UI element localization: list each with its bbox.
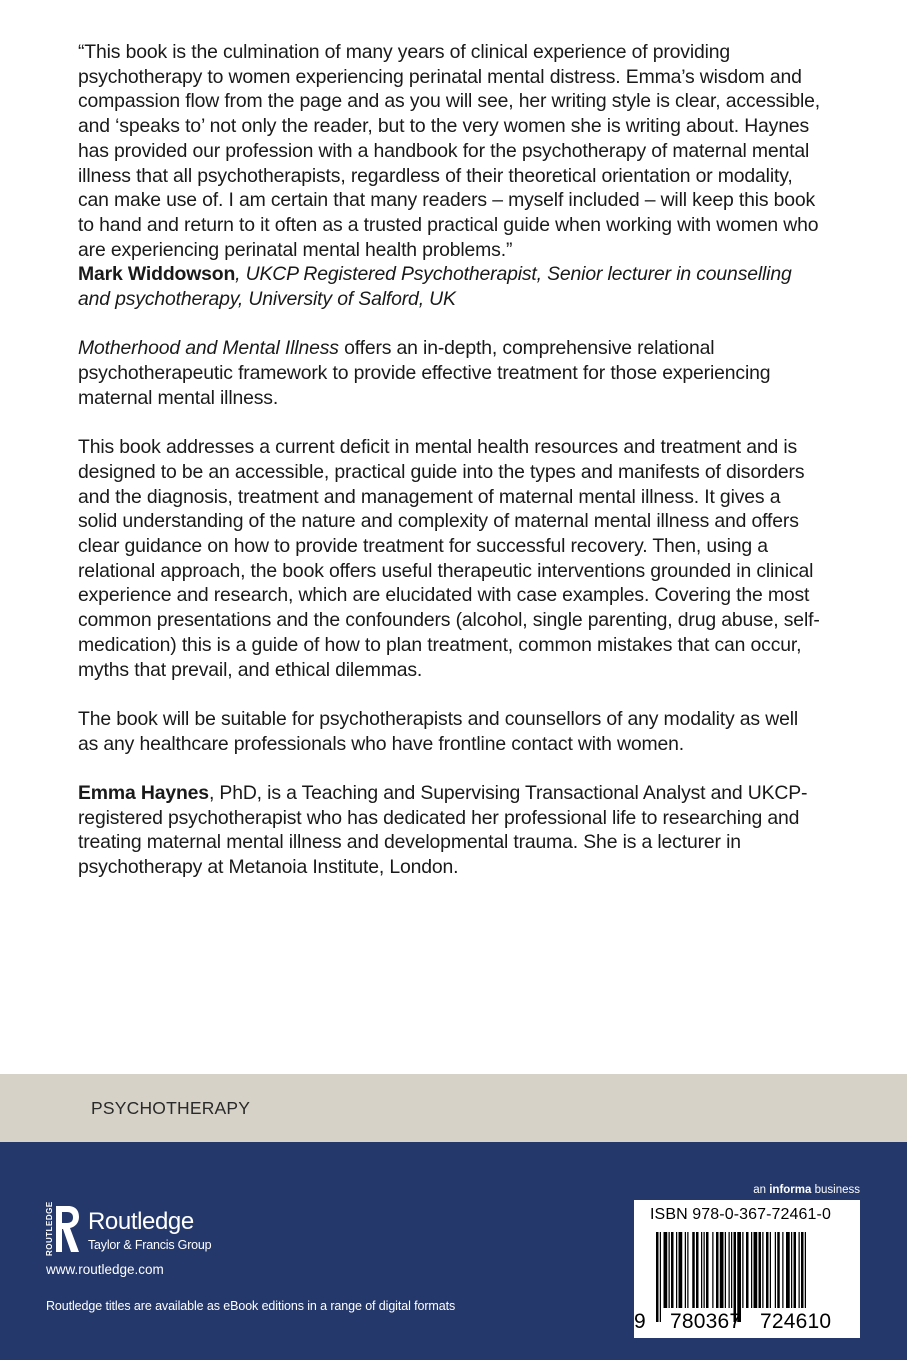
informa-suffix: business xyxy=(811,1184,860,1196)
barcode-digit-lead: 9 xyxy=(634,1310,646,1333)
barcode-bar xyxy=(731,1232,732,1308)
author-bio-text: , PhD, is a Teaching and Supervising Transactional Analyst and UKCP-registered psychotherapist who has dedicated her professional life to researching and treating maternal mental illness and developmental trauma. She is a lecturer in psychotherapy at Metanoia Institute, London. xyxy=(78,782,808,879)
barcode-bar xyxy=(716,1232,719,1308)
informa-tagline xyxy=(753,1184,860,1196)
logo-vertical-text: ROUTLEDGE xyxy=(45,1201,54,1256)
informa-brand: informa xyxy=(769,1184,812,1196)
barcode-bar xyxy=(669,1232,670,1308)
description-paragraph-3: The book will be suitable for psychotherapists and counsellors of any modality as well as any healthcare professionals who have frontline contact with women. xyxy=(78,707,799,755)
barcode-bar xyxy=(706,1232,709,1308)
barcode-bar xyxy=(754,1232,758,1308)
barcode-bar xyxy=(701,1232,702,1308)
endorser-name: Mark Widdowson xyxy=(78,263,236,286)
back-cover-text xyxy=(78,40,823,880)
barcode-bar xyxy=(734,1232,737,1322)
routledge-logo xyxy=(45,1201,236,1258)
author-bio xyxy=(78,781,823,880)
barcode-bar xyxy=(746,1232,749,1308)
subject-category: PSYCHOTHERAPY xyxy=(91,1098,251,1118)
barcode-bar xyxy=(712,1232,713,1308)
barcode-bar xyxy=(729,1232,730,1308)
barcode-bar xyxy=(742,1232,743,1308)
barcode-bar xyxy=(664,1232,668,1308)
description-intro-text: offers an in-depth, comprehensive relational psychotherapeutic framework to provide effective treatment for those experiencing maternal mental illness. xyxy=(78,337,771,409)
barcode-bar xyxy=(799,1232,800,1308)
barcode-bar xyxy=(720,1232,724,1308)
barcode-digits-right: 724610 xyxy=(760,1310,832,1333)
barcode-bar xyxy=(770,1232,771,1308)
barcode-bar xyxy=(782,1232,783,1308)
isbn-barcode-box xyxy=(634,1200,860,1338)
publisher-name: Routledge xyxy=(88,1208,194,1235)
barcode-bar xyxy=(687,1232,688,1308)
barcode-bar xyxy=(737,1232,741,1322)
routledge-r-logo-icon xyxy=(45,1201,80,1258)
barcode-bar xyxy=(704,1232,705,1308)
barcode-bar xyxy=(660,1232,661,1322)
publisher-footer xyxy=(0,1142,907,1360)
book-title: Motherhood and Mental Illness xyxy=(78,337,339,360)
informa-prefix: an xyxy=(753,1184,770,1196)
barcode-bar xyxy=(791,1232,792,1308)
barcode-bar xyxy=(751,1232,752,1308)
barcode-bar xyxy=(801,1232,804,1308)
barcode-bar xyxy=(696,1232,699,1308)
barcode-bar xyxy=(762,1232,763,1308)
barcode-digits-left: 780367 xyxy=(670,1310,742,1333)
endorser-affiliation: , UKCP Registered Psychotherapist, Senior lecturer in counselling and psychotherapy, University of Salford, UK xyxy=(78,263,792,311)
barcode-bar xyxy=(685,1232,686,1308)
isbn-label: ISBN 978-0-367-72461-0 xyxy=(650,1206,831,1223)
barcode-bar xyxy=(805,1232,806,1308)
barcode-bar xyxy=(676,1232,677,1308)
category-band xyxy=(0,1074,907,1142)
barcode-bar xyxy=(725,1232,726,1308)
barcode-bar xyxy=(671,1232,674,1308)
barcode-bar xyxy=(777,1232,780,1308)
publisher-website[interactable]: www.routledge.com xyxy=(46,1262,164,1277)
publisher-group: Taylor & Francis Group xyxy=(88,1238,212,1252)
barcode-bar xyxy=(775,1232,776,1308)
author-name: Emma Haynes xyxy=(78,782,209,805)
endorsement-quote: “This book is the culmination of many years of clinical experience of providing psychotherapy to women experiencing perinatal mental distress. Emma’s wisdom and compassion flow from the page and as you will see, her writing style is clear, accessible, and ‘speaks to’ not only the reader, but to the very women she is writing about. Haynes has provided our profession with a handbook for the psychotherapy of maternal mental illness that all psychotherapists, regardless of their theoretical orientation or modality, can make use of. I am certain that many readers – myself included – will keep this book to hand and return to it often as a trusted practical guide when working with women who are experiencing perinatal mental health problems.” xyxy=(78,41,821,261)
barcode-bar xyxy=(766,1232,769,1308)
barcode-bar xyxy=(692,1232,695,1308)
barcode-bar xyxy=(656,1232,659,1322)
endorsement-attribution xyxy=(78,262,823,311)
barcode-bar xyxy=(759,1232,762,1308)
barcode-icon xyxy=(642,1232,852,1322)
description-paragraph-2: This book addresses a current deficit in mental health resources and treatment and is designed to be an accessible, practical guide into the types and manifests of disorders and the diagnosis, treatment and management of maternal mental illness. It gives a solid understanding of the nature and complexity of maternal mental illness and offers clear guidance on how to provide treatment for successful recovery. Then, using a relational approach, the book offers useful therapeutic interventions grounded in clinical experience and research, which are elucidated with case examples. Covering the most common presentations and the confounders (alcohol, single parenting, drug abuse, self-medication) this is a guide of how to plan treatment, common mistakes that can occur, myths that prevail, and ethical dilemmas. xyxy=(78,436,820,681)
ebook-note: Routledge titles are available as eBook editions in a range of digital formats xyxy=(46,1299,456,1313)
description-intro xyxy=(78,336,823,410)
barcode-bar xyxy=(679,1232,683,1308)
barcode-bar xyxy=(794,1232,797,1308)
barcode-bar xyxy=(786,1232,790,1308)
